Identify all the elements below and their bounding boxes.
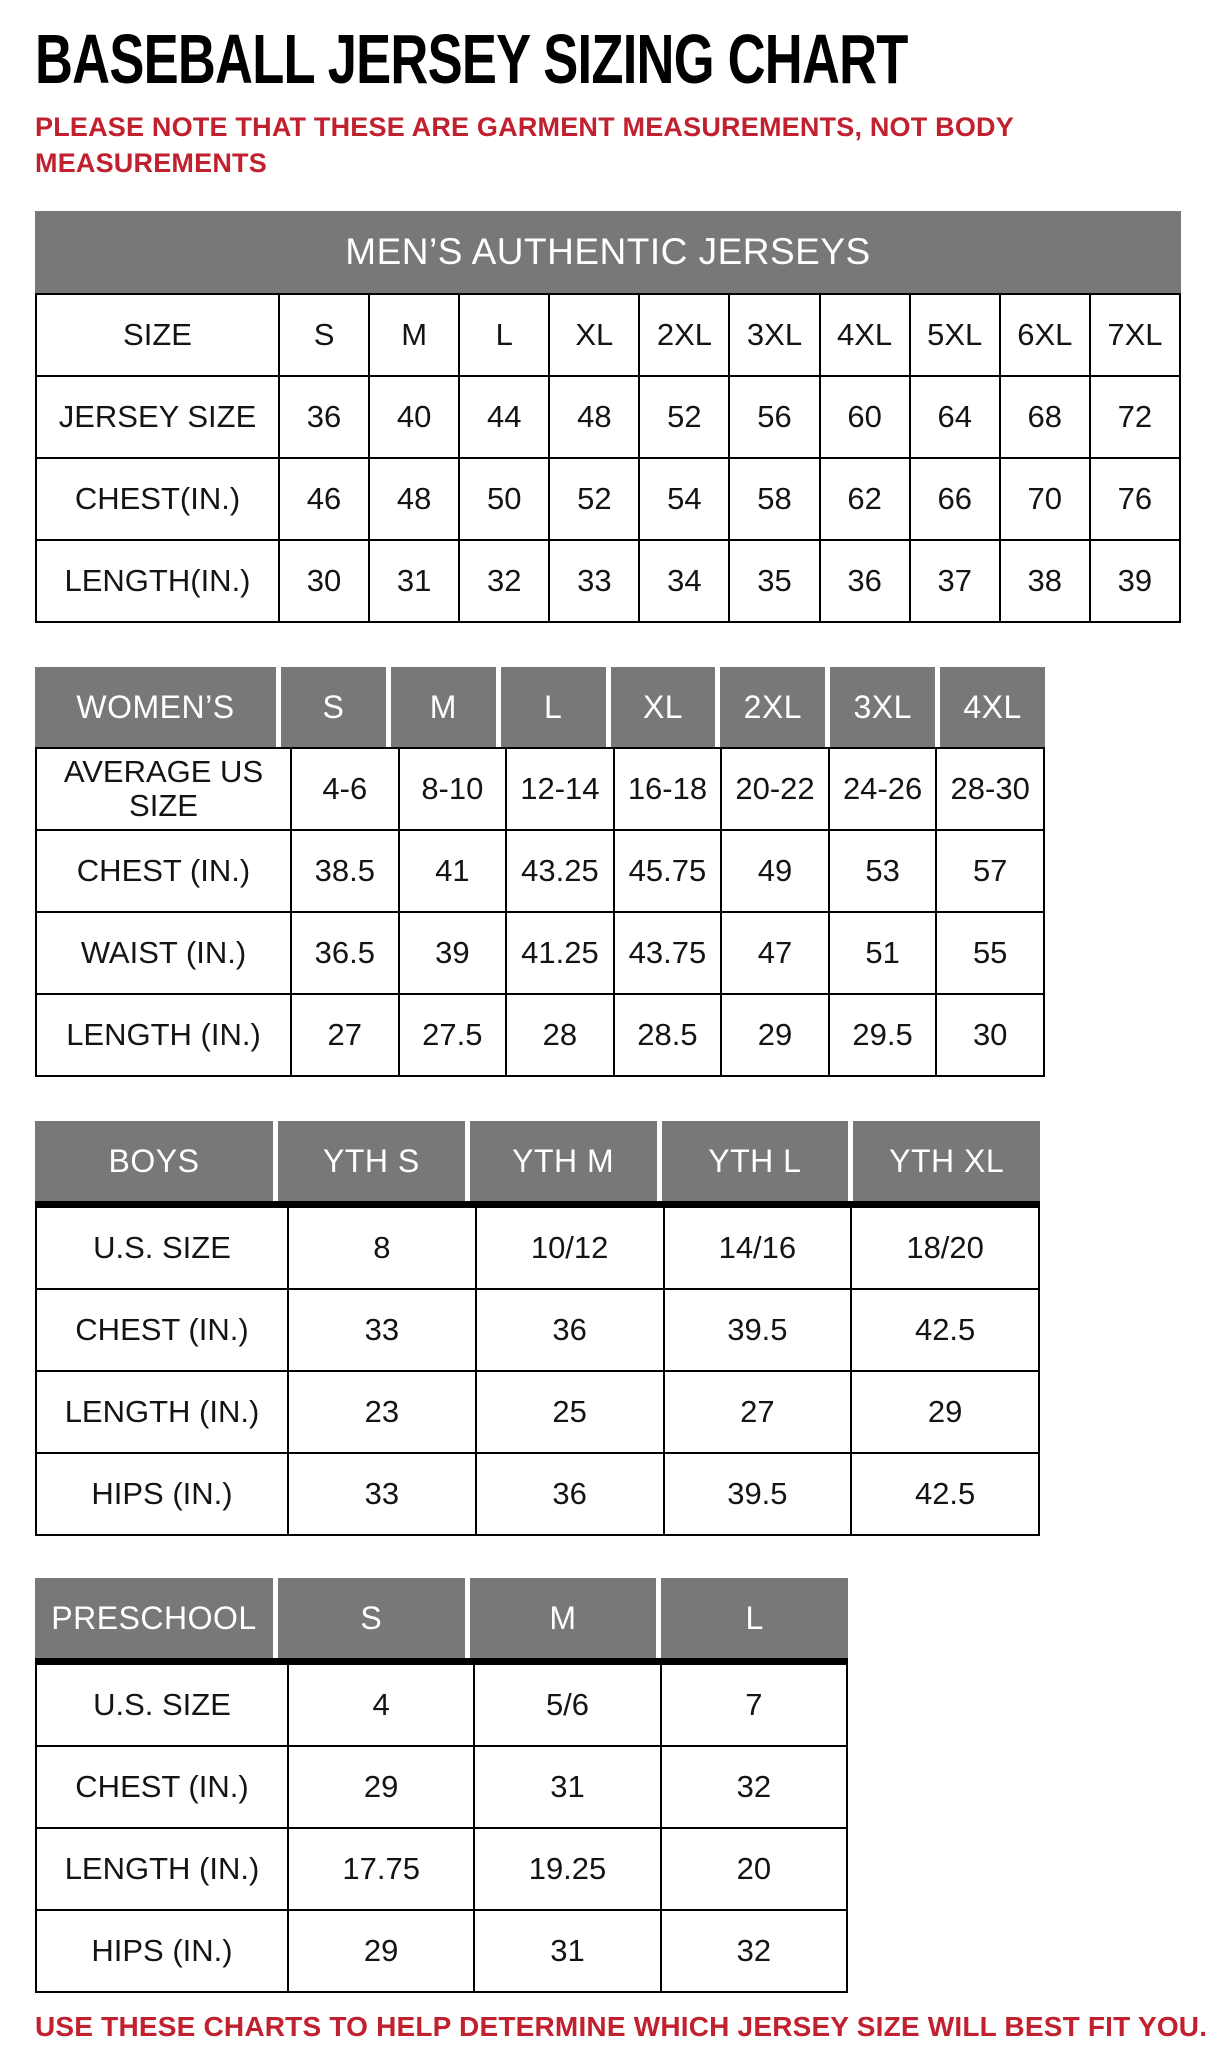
value-cell: 52: [549, 458, 639, 540]
value-cell: 38.5: [291, 830, 399, 912]
header-size-cell: 3XL: [830, 667, 935, 747]
value-cell: 32: [661, 1746, 847, 1828]
value-cell: 29: [288, 1746, 474, 1828]
value-cell: 18/20: [851, 1207, 1039, 1289]
boys-sizing-table: [35, 1206, 1040, 1536]
value-cell: 72: [1090, 376, 1180, 458]
value-cell: 34: [639, 540, 729, 622]
table-row: [36, 1746, 847, 1828]
value-cell: 56: [729, 376, 819, 458]
value-cell: 36: [476, 1453, 664, 1535]
value-cell: 50: [459, 458, 549, 540]
value-cell: 30: [279, 540, 369, 622]
value-cell: 33: [288, 1289, 476, 1371]
value-cell: 62: [820, 458, 910, 540]
header-label-cell: PRESCHOOL: [35, 1578, 273, 1658]
value-cell: 36: [820, 540, 910, 622]
value-cell: 58: [729, 458, 819, 540]
table-row: [36, 1828, 847, 1910]
value-cell: 19.25: [474, 1828, 660, 1910]
value-cell: 45.75: [614, 830, 722, 912]
value-cell: 20-22: [721, 748, 829, 830]
value-cell: 33: [288, 1453, 476, 1535]
value-cell: 41.25: [506, 912, 614, 994]
preschool-table-section: [35, 1578, 1190, 1993]
womens-table-section: [35, 667, 1190, 1077]
value-cell: XL: [549, 294, 639, 376]
value-cell: 31: [474, 1746, 660, 1828]
value-cell: 4XL: [820, 294, 910, 376]
value-cell: 14/16: [664, 1207, 852, 1289]
table-row: [36, 1207, 1039, 1289]
table-row: [36, 1289, 1039, 1371]
value-cell: 7: [661, 1664, 847, 1746]
value-cell: 49: [721, 830, 829, 912]
header-size-cell: YTH S: [278, 1121, 465, 1201]
boys-table-header: [35, 1121, 1040, 1206]
value-cell: 5/6: [474, 1664, 660, 1746]
value-cell: 16-18: [614, 748, 722, 830]
header-size-cell: L: [501, 667, 606, 747]
table-row: [36, 1453, 1039, 1535]
header-size-cell: S: [278, 1578, 465, 1658]
value-cell: 48: [549, 376, 639, 458]
row-label-cell: U.S. SIZE: [36, 1664, 288, 1746]
value-cell: 54: [639, 458, 729, 540]
table-row: [36, 1371, 1039, 1453]
page-title: BASEBALL JERSEY SIZING CHART: [35, 20, 908, 98]
value-cell: 33: [549, 540, 639, 622]
row-label-cell: JERSEY SIZE: [36, 376, 279, 458]
value-cell: 55: [936, 912, 1044, 994]
value-cell: 70: [1000, 458, 1090, 540]
table-row: [36, 294, 1180, 376]
row-label-cell: SIZE: [36, 294, 279, 376]
row-label-cell: CHEST(IN.): [36, 458, 279, 540]
value-cell: 38: [1000, 540, 1090, 622]
header-size-cell: YTH XL: [853, 1121, 1040, 1201]
table-row: [36, 1910, 847, 1992]
table-row: [36, 540, 1180, 622]
value-cell: 60: [820, 376, 910, 458]
value-cell: 30: [936, 994, 1044, 1076]
value-cell: 57: [936, 830, 1044, 912]
row-label-cell: AVERAGE US SIZE: [36, 748, 291, 830]
value-cell: 39.5: [664, 1453, 852, 1535]
value-cell: 8-10: [399, 748, 507, 830]
value-cell: 42.5: [851, 1453, 1039, 1535]
value-cell: 28: [506, 994, 614, 1076]
value-cell: 4: [288, 1664, 474, 1746]
value-cell: 48: [369, 458, 459, 540]
value-cell: 6XL: [1000, 294, 1090, 376]
row-label-cell: HIPS (IN.): [36, 1910, 288, 1992]
value-cell: 23: [288, 1371, 476, 1453]
header-size-cell: YTH L: [662, 1121, 849, 1201]
preschool-table-header: [35, 1578, 848, 1663]
row-label-cell: LENGTH(IN.): [36, 540, 279, 622]
value-cell: 12-14: [506, 748, 614, 830]
value-cell: 36.5: [291, 912, 399, 994]
value-cell: 4-6: [291, 748, 399, 830]
value-cell: 29.5: [829, 994, 937, 1076]
note-line-2: MEASUREMENTS: [35, 147, 267, 178]
value-cell: 27: [291, 994, 399, 1076]
value-cell: 43.75: [614, 912, 722, 994]
row-label-cell: HIPS (IN.): [36, 1453, 288, 1535]
value-cell: 31: [474, 1910, 660, 1992]
value-cell: 3XL: [729, 294, 819, 376]
value-cell: 29: [721, 994, 829, 1076]
value-cell: 2XL: [639, 294, 729, 376]
garment-measurements-note: [35, 110, 1190, 181]
value-cell: 39: [1090, 540, 1180, 622]
value-cell: 46: [279, 458, 369, 540]
value-cell: 36: [476, 1289, 664, 1371]
header-label-cell: WOMEN’S: [35, 667, 276, 747]
value-cell: 8: [288, 1207, 476, 1289]
value-cell: 37: [910, 540, 1000, 622]
table-row: [36, 458, 1180, 540]
row-label-cell: LENGTH (IN.): [36, 1828, 288, 1910]
mens-table-section: [35, 211, 1190, 623]
value-cell: 20: [661, 1828, 847, 1910]
value-cell: L: [459, 294, 549, 376]
value-cell: 36: [279, 376, 369, 458]
table-row: [36, 1664, 847, 1746]
header-size-cell: M: [470, 1578, 657, 1658]
womens-sizing-table: [35, 747, 1045, 1077]
value-cell: 43.25: [506, 830, 614, 912]
value-cell: 29: [851, 1371, 1039, 1453]
fit-advice-footer: USE THESE CHARTS TO HELP DETERMINE WHICH JERSEY SIZE WILL BEST FIT YOU.: [35, 2011, 1208, 2043]
row-label-cell: LENGTH (IN.): [36, 994, 291, 1076]
value-cell: M: [369, 294, 459, 376]
header-size-cell: XL: [611, 667, 716, 747]
value-cell: 5XL: [910, 294, 1000, 376]
value-cell: 32: [661, 1910, 847, 1992]
value-cell: 27.5: [399, 994, 507, 1076]
table-row: [36, 376, 1180, 458]
mens-table-banner: MEN’S AUTHENTIC JERSEYS: [35, 211, 1181, 293]
preschool-sizing-table: [35, 1663, 848, 1993]
value-cell: 31: [369, 540, 459, 622]
header-size-cell: L: [661, 1578, 848, 1658]
value-cell: 64: [910, 376, 1000, 458]
mens-sizing-table: [35, 293, 1181, 623]
value-cell: 29: [288, 1910, 474, 1992]
value-cell: 28.5: [614, 994, 722, 1076]
row-label-cell: CHEST (IN.): [36, 1289, 288, 1371]
note-line-1: PLEASE NOTE THAT THESE ARE GARMENT MEASUREMENTS, NOT BODY: [35, 112, 1014, 142]
row-label-cell: LENGTH (IN.): [36, 1371, 288, 1453]
value-cell: 39.5: [664, 1289, 852, 1371]
row-label-cell: CHEST (IN.): [36, 1746, 288, 1828]
value-cell: 24-26: [829, 748, 937, 830]
header-size-cell: 2XL: [720, 667, 825, 747]
row-label-cell: WAIST (IN.): [36, 912, 291, 994]
header-size-cell: M: [391, 667, 496, 747]
header-size-cell: YTH M: [470, 1121, 657, 1201]
womens-table-header: [35, 667, 1045, 747]
table-row: [36, 830, 1044, 912]
value-cell: 25: [476, 1371, 664, 1453]
value-cell: 53: [829, 830, 937, 912]
value-cell: 47: [721, 912, 829, 994]
value-cell: S: [279, 294, 369, 376]
row-label-cell: U.S. SIZE: [36, 1207, 288, 1289]
value-cell: 39: [399, 912, 507, 994]
table-row: [36, 912, 1044, 994]
value-cell: 28-30: [936, 748, 1044, 830]
value-cell: 40: [369, 376, 459, 458]
table-row: [36, 748, 1044, 830]
value-cell: 17.75: [288, 1828, 474, 1910]
value-cell: 10/12: [476, 1207, 664, 1289]
row-label-cell: CHEST (IN.): [36, 830, 291, 912]
value-cell: 41: [399, 830, 507, 912]
header-size-cell: 4XL: [940, 667, 1045, 747]
header-label-cell: BOYS: [35, 1121, 273, 1201]
value-cell: 68: [1000, 376, 1090, 458]
header-size-cell: S: [281, 667, 386, 747]
value-cell: 52: [639, 376, 729, 458]
value-cell: 51: [829, 912, 937, 994]
value-cell: 66: [910, 458, 1000, 540]
value-cell: 35: [729, 540, 819, 622]
value-cell: 44: [459, 376, 549, 458]
boys-table-section: [35, 1121, 1190, 1536]
value-cell: 76: [1090, 458, 1180, 540]
value-cell: 32: [459, 540, 549, 622]
value-cell: 7XL: [1090, 294, 1180, 376]
table-row: [36, 994, 1044, 1076]
value-cell: 42.5: [851, 1289, 1039, 1371]
value-cell: 27: [664, 1371, 852, 1453]
